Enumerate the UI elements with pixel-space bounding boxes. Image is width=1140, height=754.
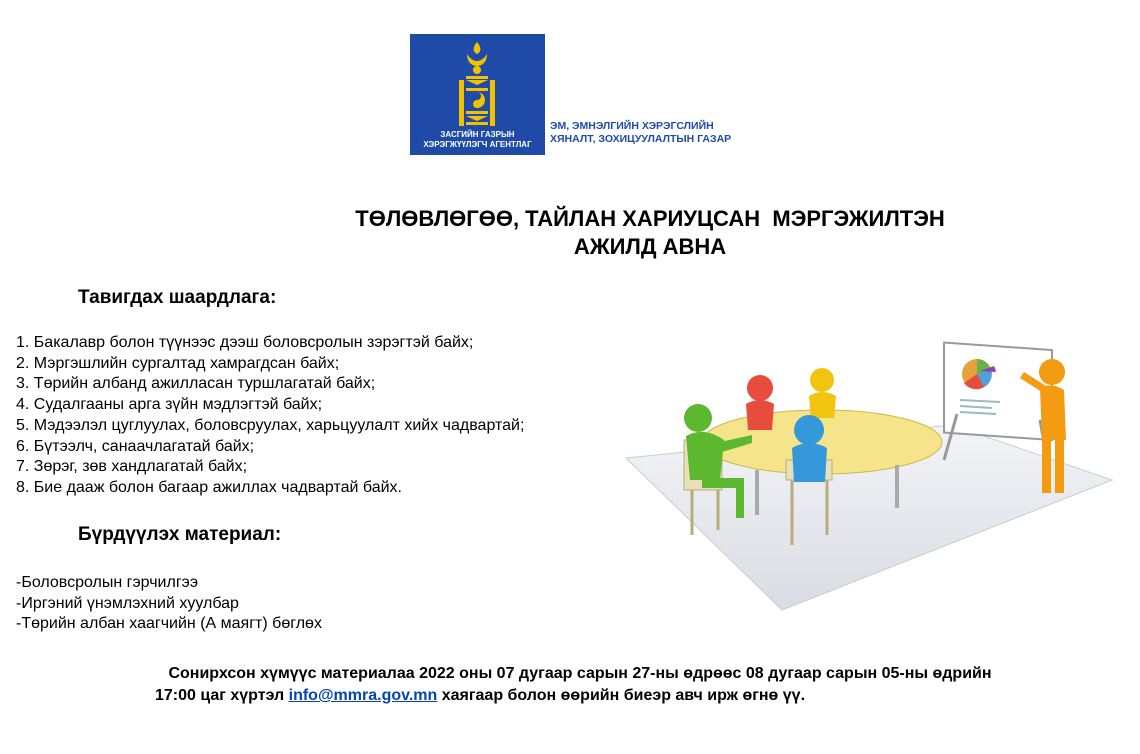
footer-line1: Сонирхсон хүмүүс материалаа 2022 оны 07 дугаар сарын 27-ны өдрөөс 08 дугаар сарын 05-ны өдрийн [168, 665, 992, 682]
government-logo [410, 34, 545, 155]
requirements-heading: Тавигдах шаардлага: [78, 287, 277, 308]
soyombo-emblem-icon [454, 40, 500, 130]
page-title [180, 205, 1120, 261]
requirements-list [16, 333, 524, 499]
footer-line2-before: 17:00 цаг хүртэл [154, 687, 289, 704]
material-item: -Боловсролын гэрчилгээ [16, 574, 198, 591]
material-item: -Төрийн албан хаагчийн (А маягт) бөглөх [16, 615, 322, 633]
requirement-item: 6. Бүтээлч, санаачлагатай байх; [16, 437, 255, 455]
yellow-figure-icon [809, 368, 836, 418]
requirement-item: 3. Төрийн албанд ажилласан туршлагатай байх; [16, 375, 376, 393]
agency-name-line2: ХЯНАЛТ, ЗОХИЦУУЛАЛТЫН ГАЗАР [550, 133, 732, 145]
requirement-item: 8. Бие дааж болон багаар ажиллах чадвартай байх. [16, 478, 402, 496]
title-line2: АЖИЛД АВНА [573, 234, 727, 259]
email-link[interactable]: info@mmra.gov.mn [288, 687, 438, 704]
logo-caption-line1: ЗАСГИЙН ГАЗРЫН [440, 130, 515, 139]
agency-name [550, 120, 731, 146]
footer-line2-after: хаягаар болон өөрийн биеэр авч ирж өгнө үү. [437, 687, 806, 704]
requirement-item: 5. Мэдээлэл цуглуулах, боловсруулах, харьцуулалт хийх чадвартай; [16, 416, 525, 434]
title-line1: ТӨЛӨВЛӨГӨӨ, ТАЙЛАН ХАРИУЦСАН МЭРГЭЖИЛТЭН [355, 206, 945, 231]
blue-figure-icon [792, 415, 827, 482]
requirement-item: 7. Зөрэг, зөв хандлагатай байх; [16, 458, 248, 476]
footer-note [0, 663, 1140, 707]
requirement-item: 1. Бакалавр болон түүнээс дээш боловсролын зэрэгтэй байх; [16, 334, 474, 351]
requirement-item: 2. Мэргэшлийн сургалтад хамрагдсан байх; [16, 354, 340, 372]
requirement-item: 4. Судалгааны арга зүйн мэдлэгтэй байх; [16, 396, 323, 414]
agency-name-line1: ЭМ, ЭМНЭЛГИЙН ХЭРЭГСЛИЙН [550, 120, 714, 132]
materials-list [16, 573, 322, 635]
logo-caption-line2: ХЭРЭГЖҮҮЛЭГЧ АГЕНТЛАГ [423, 140, 532, 149]
materials-heading: Бүрдүүлэх материал: [78, 524, 282, 545]
material-item: -Иргэний үнэмлэхний хуулбар [16, 594, 239, 612]
team-meeting-illustration [622, 330, 1122, 620]
red-figure-icon [746, 375, 774, 430]
